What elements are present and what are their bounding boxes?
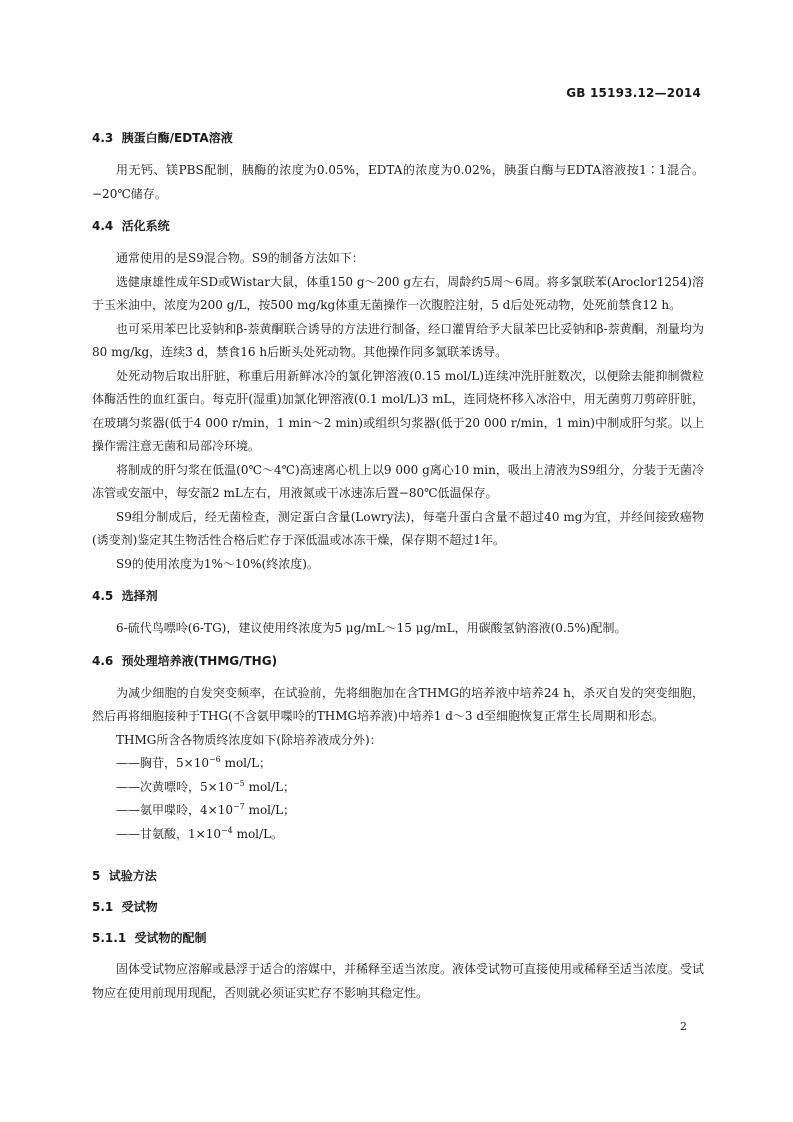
section-4-5-heading: 4.5 选择剂 bbox=[92, 589, 158, 603]
section-4-4-heading: 4.4 活化系统 bbox=[92, 219, 170, 233]
section-4-4-paragraph-4: 处死动物后取出肝脏，称重后用新鲜冰冷的氯化钾溶液(0.15 mol/L)连续冲洗肝脏数次，以便除去能抑制微粒体酶活性的血红蛋白。每克肝(湿重)加氯化钾溶液(0.1 mol/L)3 mL，连同烧杯移入冰浴中，用无菌剪刀剪碎肝脏，在玻璃匀浆器(低于4 000 r/min，1 min～2 min)或组织匀浆器(低于20 000 r/min，1 min)中制成肝匀浆。以上操作需注意无菌和局部冷环境。 bbox=[92, 368, 704, 453]
section-4-4-paragraph-5: 将制成的肝匀浆在低温(0℃～4℃)高速离心机上以9 000 g离心10 min，吸出上清液为S9组分，分装于无菌冷冻管或安瓿中，每安瓿2 mL左右，用液氮或干冰速冻后置−80℃低温保存。 bbox=[92, 462, 704, 500]
section-4-3-paragraph: 用无钙、镁PBS配制，胰酶的浓度为0.05%，EDTA的浓度为0.02%，胰蛋白酶与EDTA溶液按1∶1混合。−20℃储存。 bbox=[92, 163, 704, 201]
section-4-4-paragraph-3: 也可采用苯巴比妥钠和β-萘黄酮联合诱导的方法进行制备，经口灌胃给予大鼠苯巴比妥钠和β-萘黄酮，剂量均为80 mg/kg，连续3 d，禁食16 h后断头处死动物。其他操作同多氯联苯诱导。 bbox=[92, 321, 704, 359]
standard-code: GB 15193.12—2014 bbox=[566, 86, 701, 100]
section-5-1-1-paragraph: 固体受试物应溶解或悬浮于适合的溶媒中，并稀释至适当浓度。液体受试物可直接使用或稀释至适当浓度。受试物应在使用前现用现配，否则就必须证实贮存不影响其稳定性。 bbox=[92, 962, 705, 1000]
section-4-4-paragraph-1: 通常使用的是S9混合物。S9的制备方法如下： bbox=[116, 251, 364, 265]
list-item: ——胸苷，$5\times 10^{-6}$ mol/L； bbox=[116, 755, 272, 770]
section-5-heading: 5 试验方法 bbox=[92, 869, 157, 883]
section-4-4-paragraph-2: 选健康雄性成年SD或Wistar大鼠，体重150 g～200 g左右，周龄约5周～6周。将多氯联苯(Aroclor1254)溶于玉米油中，浓度为200 g/L，按500 mg/kg体重无菌操作一次腹腔注射，5 d后处死动物，处死前禁食12 h。 bbox=[92, 274, 704, 312]
section-4-5-paragraph: 6-硫代鸟嘌呤(6-TG)，建议使用终浓度为5 μg/mL～15 μg/mL，用碳酸氢钠溶液(0.5%)配制。 bbox=[116, 621, 627, 635]
section-4-3-heading: 4.3 胰蛋白酶/EDTA溶液 bbox=[92, 131, 233, 145]
page-number: 2 bbox=[680, 1020, 687, 1033]
list-item: ——甘氨酸，$1\times 10^{-4}$ mol/L。 bbox=[116, 825, 284, 841]
section-5-1-heading: 5.1 受试物 bbox=[92, 900, 158, 914]
section-4-6-paragraph-1: 为减少细胞的自发突变频率，在试验前，先将细胞加在含THMG的培养液中培养24 h，杀灭自发的突变细胞，然后再将细胞接种于THG(不含氨甲喋呤的THMG培养液)中培养1 d～3 d至细胞恢复正常生长周期和形态。 bbox=[92, 685, 704, 723]
section-4-4-paragraph-7: S9的使用浓度为1%～10%(终浓度)。 bbox=[116, 556, 319, 571]
document-body bbox=[92, 128, 704, 1005]
list-item: ——次黄嘌呤，$5\times 10^{-5}$ mol/L； bbox=[116, 778, 296, 794]
section-4-6-paragraph-2: THMG所含各物质终浓度如下(除培养液成分外)： bbox=[116, 732, 382, 747]
section-4-4-paragraph-6: S9组分制成后，经无菌检查，测定蛋白含量(Lowry法)，每毫升蛋白含量不超过40 mg为宜，并经间接致癌物(诱变剂)鉴定其生物活性合格后贮存于深低温或冰冻干燥，保存期不超过1年。 bbox=[92, 509, 704, 547]
list-item: ——氨甲喋呤，$4\times 10^{-7}$ mol/L； bbox=[116, 802, 296, 817]
section-5-1-1-heading: 5.1.1 受试物的配制 bbox=[92, 931, 207, 945]
section-4-6-heading: 4.6 预处理培养液(THMG/THG) bbox=[92, 653, 278, 668]
